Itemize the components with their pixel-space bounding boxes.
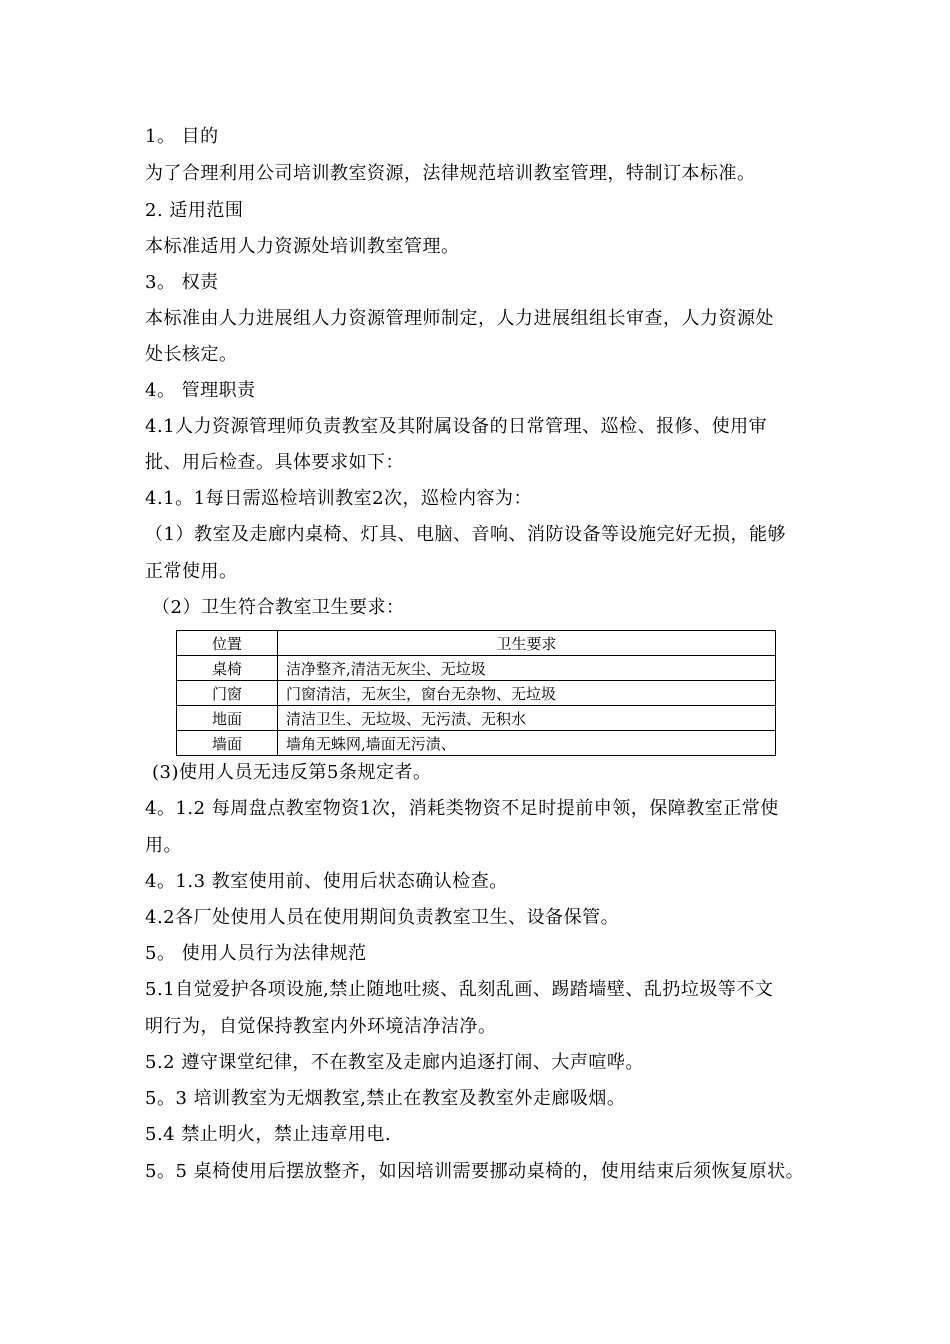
column-header-location: 位置: [177, 631, 278, 656]
paragraph: （1）教室及走廊内桌椅、灯具、电脑、音响、消防设备等设施完好无损，能够: [145, 524, 786, 545]
table-cell-location: 桌椅: [177, 656, 278, 681]
table-cell-requirement: 墙角无蛛网,墙面无污渍、: [278, 731, 776, 756]
table-cell-requirement: 门窗清洁，无灰尘，窗台无杂物、无垃圾: [278, 681, 776, 706]
paragraph: 4.1人力资源管理师负责教室及其附属设备的日常管理、巡检、报修、使用审: [145, 416, 768, 437]
paragraph: 明行为，自觉保持教室内外环境洁净洁净。: [145, 1016, 497, 1037]
table-row: [177, 706, 776, 731]
paragraph: (3)使用人员无违反第5条规定者。: [152, 762, 432, 783]
hygiene-requirements-table: [176, 630, 776, 756]
paragraph: 本标准适用人力资源处培训教室管理。: [145, 236, 460, 257]
paragraph: 为了合理利用公司培训教室资源，法律规范培训教室管理，特制订本标准。: [145, 163, 756, 184]
section-4-heading: 4。 管理职责: [145, 380, 256, 401]
section-5-heading: 5。 使用人员行为法律规范: [145, 943, 367, 964]
paragraph: 4.1。1每日需巡检培训教室2次，巡检内容为：: [145, 488, 533, 509]
paragraph: （2）卫生符合教室卫生要求：: [152, 597, 405, 618]
table-cell-location: 地面: [177, 706, 278, 731]
column-header-requirement: 卫生要求: [278, 631, 776, 656]
paragraph: 4。1.3 教室使用前、使用后状态确认检查。: [145, 871, 508, 892]
table-row: [177, 656, 776, 681]
table-cell-requirement: 清洁卫生、无垃圾、无污渍、无积水: [278, 706, 776, 731]
paragraph: 5.4 禁止明火，禁止违章用电.: [145, 1124, 392, 1145]
paragraph: 5.1自觉爱护各项设施,禁止随地吐痰、乱刻乱画、踢踏墙壁、乱扔垃圾等不文: [145, 979, 774, 1000]
paragraph: 本标准由人力进展组人力资源管理师制定，人力进展组组长审查，人力资源处: [145, 308, 774, 329]
paragraph: 5。3 培训教室为无烟教室,禁止在教室及教室外走廊吸烟。: [145, 1088, 626, 1109]
table-cell-requirement: 洁净整齐,清洁无灰尘、无垃圾: [278, 656, 776, 681]
table-row: [177, 731, 776, 756]
paragraph: 用。: [145, 835, 182, 856]
section-2-heading: 2. 适用范围: [145, 200, 244, 221]
paragraph: 4。1.2 每周盘点教室物资1次，消耗类物资不足时提前申领，保障教室正常使: [145, 798, 779, 819]
table-cell-location: 墙面: [177, 731, 278, 756]
paragraph: 5.2 遵守课堂纪律，不在教室及走廊内追逐打闹、大声喧哗。: [145, 1052, 644, 1073]
section-1-heading: 1。 目的: [145, 126, 219, 147]
table-header-row: [177, 631, 776, 656]
table-cell-location: 门窗: [177, 681, 278, 706]
table-row: [177, 681, 776, 706]
section-3-heading: 3。 权责: [145, 272, 219, 293]
paragraph: 批、用后检查。具体要求如下：: [145, 452, 404, 473]
paragraph: 4.2各厂处使用人员在使用期间负责教室卫生、设备保管。: [145, 907, 620, 928]
paragraph: 处长核定。: [145, 344, 238, 365]
paragraph: 正常使用。: [145, 561, 238, 582]
paragraph: 5。5 桌椅使用后摆放整齐，如因培训需要挪动桌椅的，使用结束后须恢复原状。: [145, 1161, 805, 1182]
